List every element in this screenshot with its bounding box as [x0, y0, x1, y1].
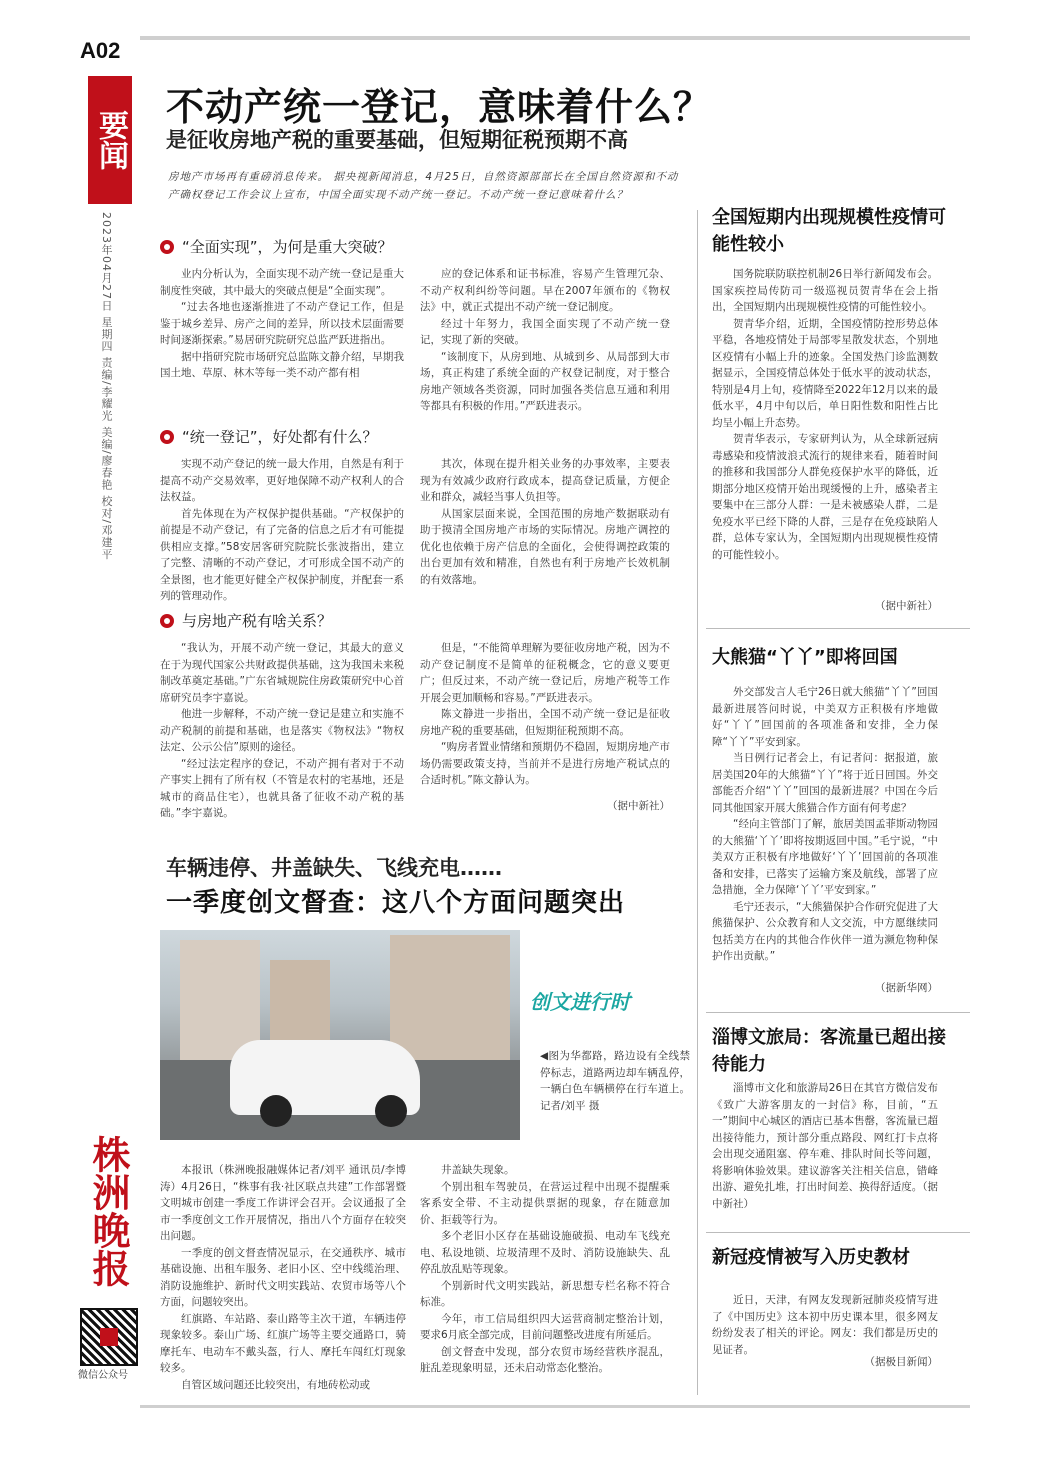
sidebar-title: 淄博文旅局：客流量已超出接待能力 — [712, 1027, 946, 1075]
page-number: A02 — [80, 38, 121, 63]
section-heading-text: “统一登记”，好处都有什么？ — [182, 428, 378, 446]
sidebar-divider — [706, 1232, 970, 1233]
column-divider — [697, 210, 698, 1395]
bullet-icon — [160, 614, 174, 628]
section-heading-text: 与房地产税有啥关系？ — [182, 612, 333, 630]
article-column: 井盖缺失现象。 个别出租车驾驶员，在营运过程中出现不提醒乘客系安全带、不主动提供票据的现象，存在随意加价、拒载等行为。 多个老旧小区存在基础设施破损、电动车飞线充电、私设地锁、垃圾清理不及时、消防设施缺失、乱停乱放乱贴等现象。 个别新时代文明实践站，新思想专栏名称不符合标准。 今年，市工信局组织四大运营商制定整治计划，要求6月底全部完成，目前问题整改进度有所延后。 创文督查中发现，部分农贸市场经营秩序混乱，脏乱差现象明显，还未启动常态化整治。 — [420, 1164, 670, 1374]
article-column: 其次，体现在提升相关业务的办事效率，主要表现为有效减少政府行政成本，提高登记质量，方便企业和群众，减轻当事人负担等。 从国家层面来说，全国范围的房地产数据联动有助于摸清全国房地产市场的实际情况。房地产调控的优化也依赖于房产信息的全面化，会使得调控政策的出台更加有效和精准，自然也有利于房地产长效机制的有效落地。 — [420, 458, 670, 586]
bottom-rule — [140, 1405, 970, 1408]
top-rule — [140, 36, 970, 40]
bullet-icon — [160, 430, 174, 444]
lead-paragraph: 房地产市场再有重磅消息传来。 据央视新闻消息，4月25日，自然资源部部长在全国自然资源和不动产确权登记工作会议上宣布，中国全面实现不动产统一登记。不动产统一登记意味着什么？ — [168, 171, 679, 201]
article-column: 应的登记体系和证书标准，容易产生管理冗杂、不动产权利纠纷等问题。早在2007年颁布的《物权法》中，就正式提出不动产统一登记制度。 经过十年努力，我国全面实现了不动产统一登记，实现了新的突破。 “该制度下，从房到地、从城到乡、从局部到大市场，真正构建了系统全面的产权登记制度，对于整合房地产领域各类资源，同时加强各类信息互通和利用等都具有积极的作用。”严跃进表示。 — [420, 268, 670, 412]
section-heading-text: “全面实现”，为何是重大突破？ — [182, 238, 393, 256]
article-column: 实现不动产登记的统一最大作用，自然是有利于提高不动产交易效率，更好地保障不动产权利人的合法权益。 首先体现在为产权保护提供基础。“产权保护的前提是不动产登记，有了完备的信息之后才有可能提供相应支撑。”58安居客研究院院长张波指出，建立了完整、清晰的不动产登记，才可形成全国不动产的全景图，也才能更好健全产权保护制度，并配套一系列的管理动作。 — [160, 458, 404, 602]
article-column: “我认为，开展不动产统一登记，其最大的意义在于为现代国家公共财政提供基础，这为我国未来税制改革奠定基础。”广东省城规院住房政策研究中心首席研究员李宇嘉说。 他进一步解释，不动产统一登记是建立和实施不动产税制的前提和基础，也是落实《物权法》“物权法定、公示公信”原则的途径。 “经过法定程序的登记，不动产拥有者对于不动产事实上拥有了所有权（不管是农村的宅基地，还是城市的商品住宅），也就具备了征收不动产税的基础。”李宇嘉说。 — [160, 642, 404, 819]
sidebar-body: 近日，天津，有网友发现新冠肺炎疫情写进了《中国历史》这本初中历史课本里，很多网友纷纷发表了相关的评论。网友：我们都是历史的见证者。 — [712, 1294, 938, 1356]
newspaper-logo: 株洲晚报 — [86, 1134, 131, 1287]
article-title: 一季度创文督查：这八个方面问题突出 — [166, 888, 626, 918]
sidebar-body: 外交部发言人毛宁26日就大熊猫“丫丫”回国最新进展答问时说，中美双方正积极有序地做好“丫丫”回国前的各项准备和安排，全力保障“丫丫”平安到家。 当日例行记者会上，有记者问：据报道，旅居美国20年的大熊猫“丫丫”将于近日回国。外交部能否介绍“丫丫”回国的最新进展？中国在今后同其他国家开展大熊猫合作方面有何考虑？ “经向主管部门了解，旅居美国孟菲斯动物园的大熊猫‘丫丫’即将按期返回中国。”毛宁说，“中美双方正积极有序地做好‘丫丫’回国前的各项准备和安排，已落实了运输方案及航线，部署了应急措施，全力保障‘丫丫’平安到家。” 毛宁还表示，“大熊猫保护合作研究促进了大熊猫保护、公众教育和人文交流，中方愿继续同包括美方在内的其他合作伙伴一道为濒危物种保护作出贡献。” — [712, 686, 938, 962]
section-heading — [160, 610, 332, 631]
article-kicker: 车辆违停、井盖缺失、飞线充电…… — [166, 856, 502, 880]
sidebar-credit: （据中新社） — [875, 600, 938, 612]
sidebar-body: 国务院联防联控机制26日举行新闻发布会。国家疾控局传防司一级巡视员贺青华在会上指出，全国短期内出现规模性疫情的可能性较小。 贺青华介绍，近期，全国疫情防控形势总体平稳，各地疫情处于局部零星散发状态，个别地区疫情有小幅上升的迹象。全国发热门诊监测数据显示，全国疫情总体处于低水平的波动状态，特别是4月上旬，疫情降至2022年12月以来的最低水平，4月中旬以后，单日阳性数和阳性占比均呈小幅上升态势。 贺青华表示，专家研判认为，从全球新冠病毒感染和疫情波浪式流行的规律来看，随着时间的推移和我国部分人群免疫保护水平的降低，近期部分地区疫情开始出现缓慢的上升，感染者主要集中在三部分人群：一是未被感染人群，二是免疫水平已经下降的人群，三是存在免疫缺陷人群，总体专家认为，全国短期内出现规模性疫情的可能性较小。 — [712, 268, 938, 561]
article-credit: （据中新社） — [607, 800, 670, 812]
article-column: 业内分析认为，全面实现不动产统一登记是重大制度性突破，其中最大的突破点便是“全面实现”。 “过去各地也逐渐推进了不动产登记工作，但是鉴于城乡差异、房产之间的差异，所以技术层面需要时间逐渐探索。”易居研究院研究总监严跃进指出。 据中指研究院市场研究总监陈文静介绍，早期我国土地、草原、林木等每一类不动产都有相 — [160, 268, 404, 379]
subheadline: 是征收房地产税的重要基础，但短期征税预期不高 — [166, 128, 628, 152]
section-heading — [160, 426, 378, 447]
sidebar-divider — [706, 628, 970, 629]
sidebar-divider — [706, 1012, 970, 1013]
headline: 不动产统一登记，意味着什么？ — [166, 85, 713, 129]
sidebar-title: 全国短期内出现规模性疫情可能性较小 — [712, 207, 946, 255]
campaign-badge: 创文进行时 — [530, 990, 630, 1014]
qr-code-icon[interactable] — [80, 1308, 138, 1366]
sidebar-credit: （据新华网） — [875, 982, 938, 994]
article-column: 但是，“不能简单理解为要征收房地产税，因为不动产登记制度不是简单的征税概念，它的意义要更广；但反过来，不动产统一登记后，房地产税等工作开展会更加顺畅和容易。”严跃进表示。 陈文静进一步指出，全国不动产统一登记是征收房地产税的重要基础，但短期征税预期不高。 “购房者置业情绪和预期仍不稳固，短期房地产市场仍需要政策支持，当前并不是进行房地产税试点的合适时机。”陈文静认为。 — [420, 642, 670, 786]
bullet-icon — [160, 240, 174, 254]
qr-caption: 微信公众号 — [78, 1370, 128, 1381]
section-tab: 要闻 — [88, 76, 132, 204]
sidebar-title: 新冠疫情被写入历史教材 — [712, 1247, 910, 1268]
street-photo — [160, 930, 520, 1140]
sidebar-body: 淄博市文化和旅游局26日在其官方微信发布《致广大游客朋友的一封信》称，目前，“五一”期间中心城区的酒店已基本售罄，客流量已超出接待能力，预计部分重点路段、网红打卡点将会出现交通阻塞、停车难、排队时间长等问题，将影响体验效果。建议游客关注相关信息，错峰出游、避免扎堆，打出时间差、换得舒适度。（据中新社） — [712, 1082, 938, 1210]
dateline: 2023年04月27日 星期四 责编/李耀光 美编/廖春艳 校对/邓建平 — [100, 212, 113, 561]
sidebar-credit: （据极目新闻） — [864, 1356, 938, 1368]
sidebar-title: 大熊猫“丫丫”即将回国 — [712, 647, 898, 668]
section-heading — [160, 236, 393, 257]
article-column: 本报讯（株洲晚报融媒体记者/刘平 通讯员/李博涛）4月26日，“株事有我·社区联点共建”工作部署暨文明城市创建一季度工作讲评会召开。会议通报了全市一季度创文工作开展情况，指出八个方面存在较突出问题。 一季度的创文督查情况显示，在交通秩序、城市基础设施、出租车服务、老旧小区、空中线缆治理、消防设施维护、新时代文明实践站、农贸市场等八个方面，问题较突出。 红旗路、车站路、泰山路等主次干道，车辆违停现象较多。泰山广场、红旗广场等主要交通路口，骑摩托车、电动车不戴头盔，行人、摩托车闯红灯现象较多。 自管区域问题还比较突出，有地砖松动或 — [160, 1164, 406, 1391]
photo-caption: ◀图为华都路，路边设有全线禁停标志，道路两边却车辆乱停，一辆白色车辆横停在行车道上。 记者/刘平 摄 — [540, 1050, 690, 1112]
